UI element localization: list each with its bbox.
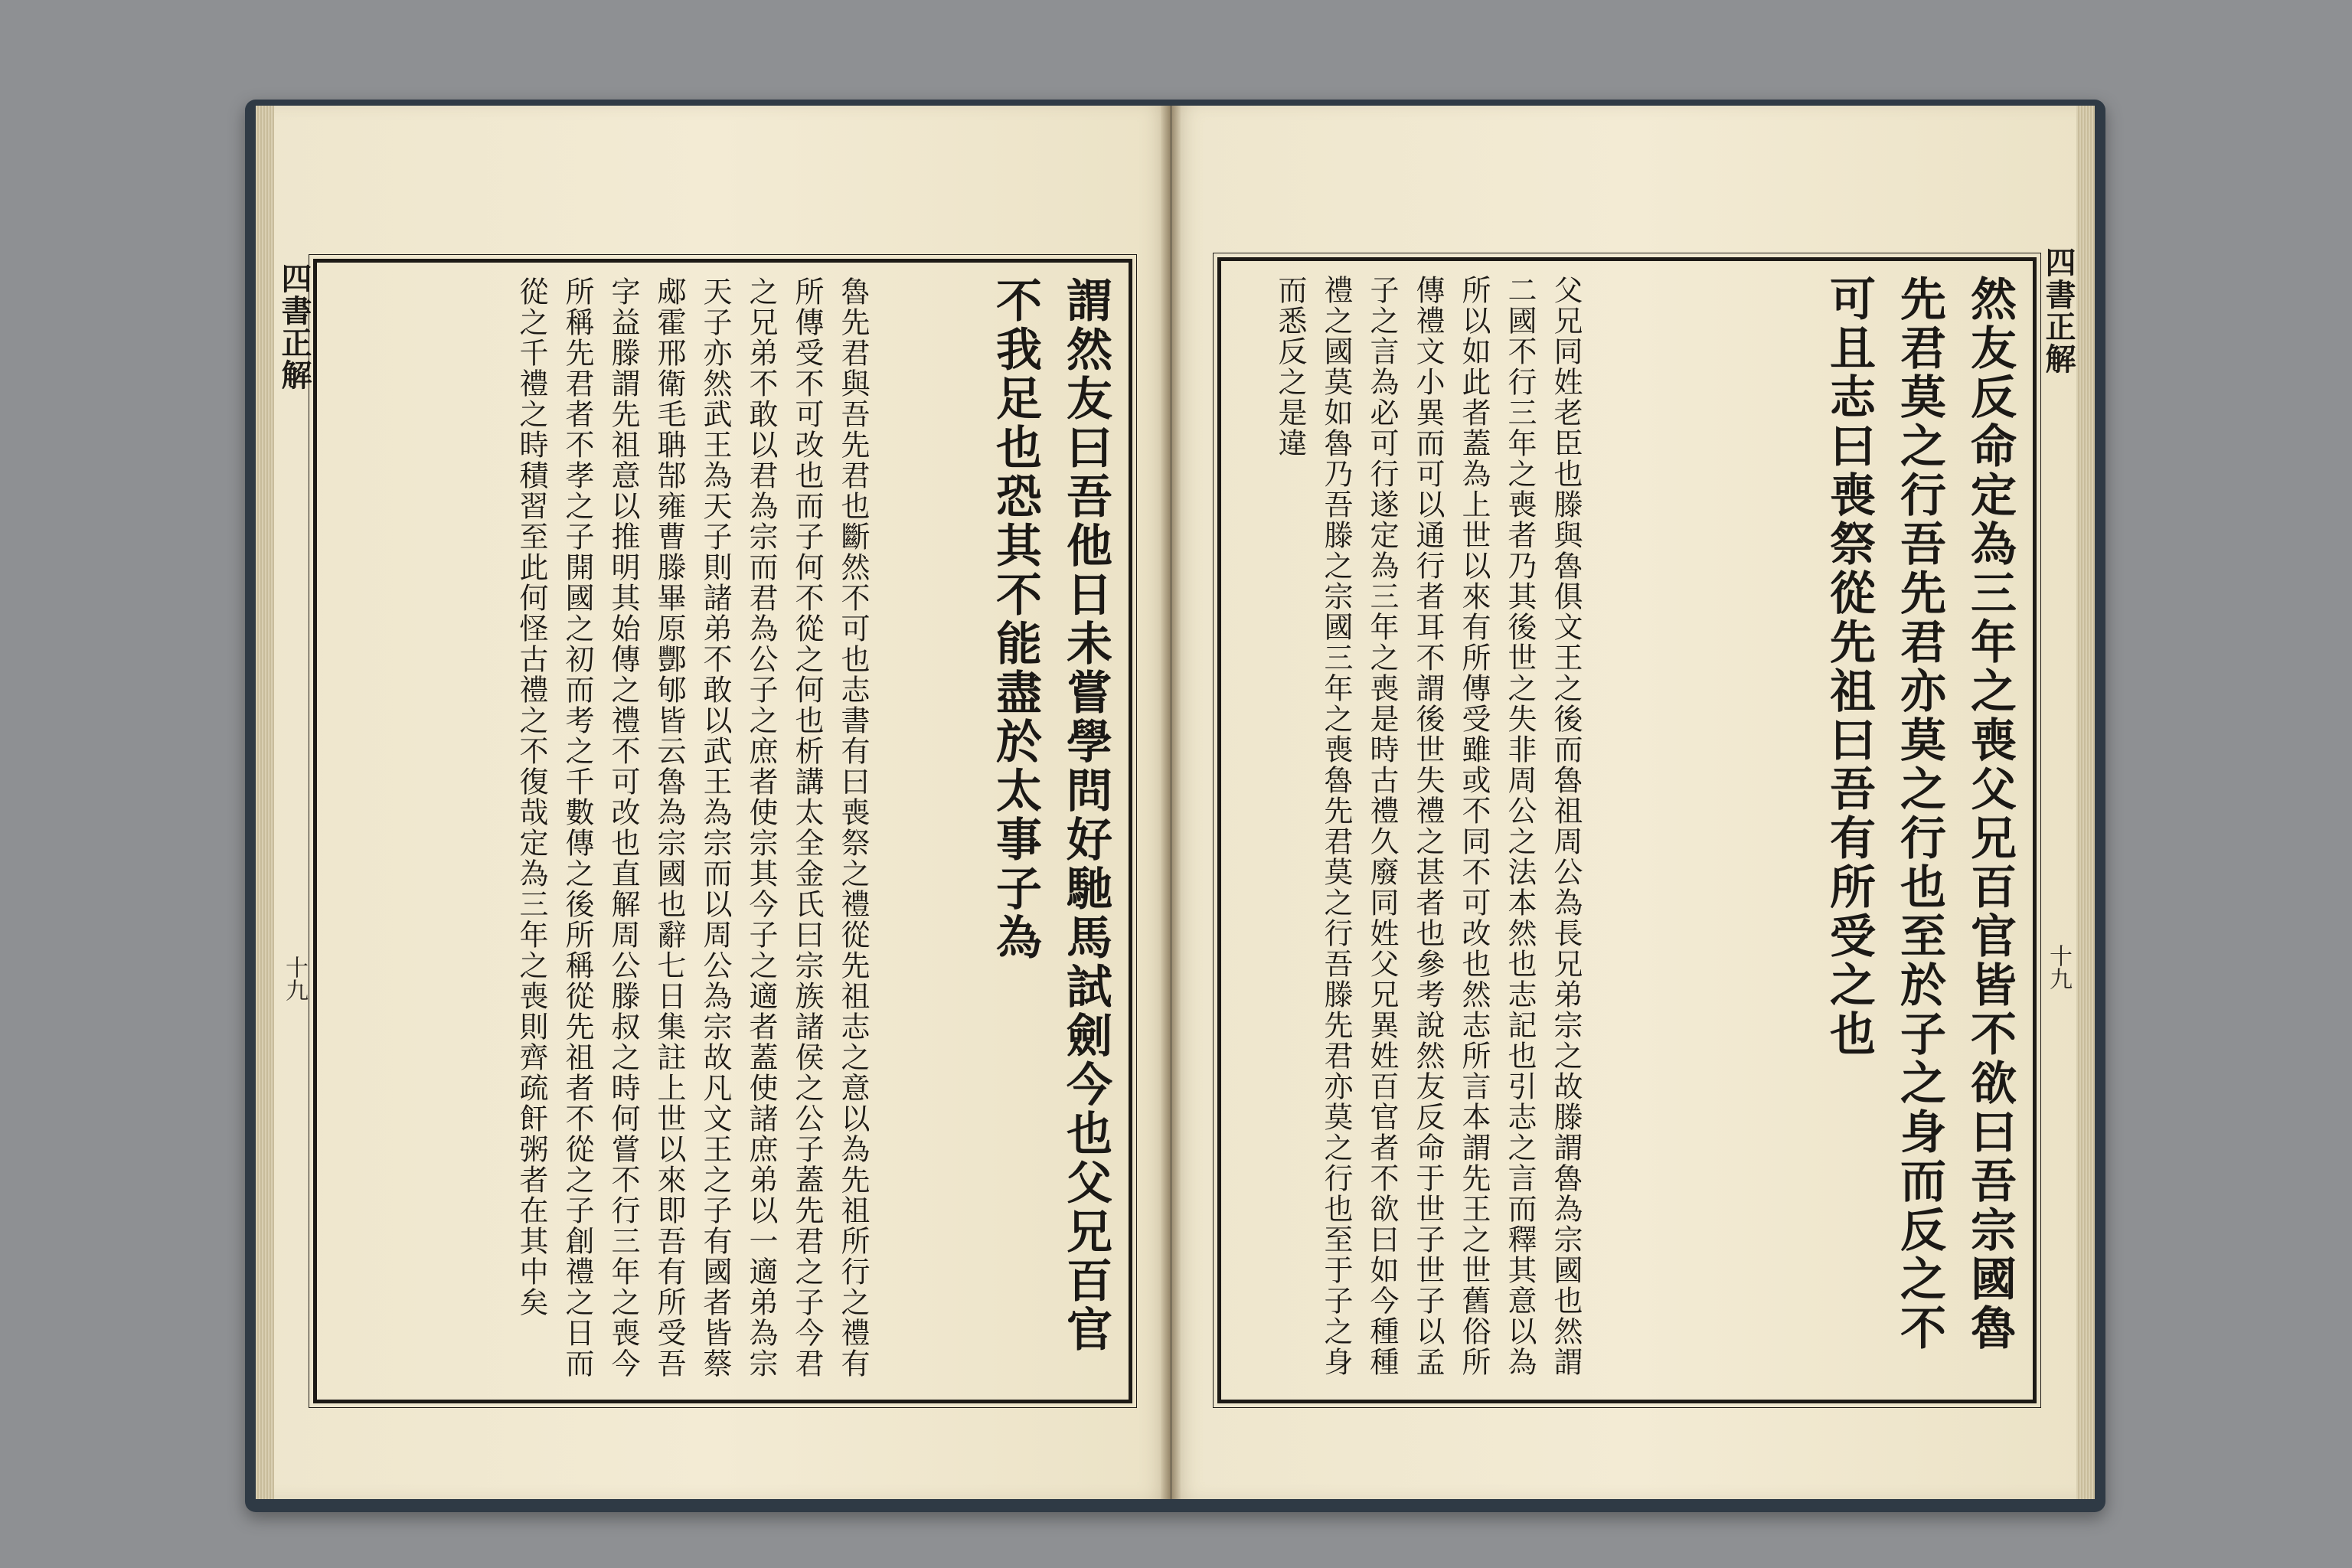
right-page-edges	[2076, 106, 2095, 1499]
left-page	[256, 106, 1171, 1499]
left-margin-title: 四書正解	[276, 263, 312, 391]
right-text-frame	[1217, 257, 2037, 1403]
left-folio: 十九	[281, 956, 308, 1001]
left-text-frame	[313, 259, 1132, 1403]
left-commentary-text: 魯先君與吾先君也斷然不可也志書有曰喪祭之禮從先祖志之意以為先祖所行之禮有所傳受不可改也而子何不從之何也析講太全金氏曰宗族諸侯之公子蓋先君之子今君之兄弟不敢以君為宗而君為公子之庶者使宗其今子之適者蓋使諸庶弟以一適弟為宗天子亦然武王為天子則諸弟不敢以武王為宗而以周公為宗故凡文王之子有國者皆蔡郕霍邢衛毛聃郜雍曹滕畢原酆郇皆云魯為宗國也辭七日集註上世以來即吾有所受吾字益滕謂先祖意以推明其始傳之禮不可改也直解周公滕叔之時何嘗不行三年之喪今所稱先君者不孝之子開國之初而考之千數傳之後所稱從先祖者不從之子創禮之日而從之千禮之時積習至此何怪古禮之不復哉定為三年之喪則齊疏飦粥者在其中矣	[514, 276, 870, 1379]
right-commentary-text: 父兄同姓老臣也滕與魯俱文王之後而魯祖周公為長兄弟宗之故滕謂魯為宗國也然謂二國不行三年之喪者乃其後世之失非周公之法本然也志記也引志之言而釋其意以為所以如此者蓋為上世以來有所傳受雖或不同不可改也然志所言本謂先王之世舊俗所傳禮文小異而可以通行者耳不謂後世失禮之甚者也參考說然友反命于世子世子以孟子之言為必可行遂定為三年之喪是時古禮久廢同姓父兄異姓百官者不欲曰如今種種禮之國莫如魯乃吾滕之宗國三年之喪魯先君莫之行吾滕先君亦莫之行也至于子之身而悉反之是違	[1273, 275, 1583, 1377]
book-gutter	[1161, 106, 1181, 1499]
left-main-text: 謂然友曰吾他日未嘗學問好馳馬試劍今也父兄百官不我足也恐其不能盡於太事子為	[988, 276, 1112, 1354]
right-page	[1171, 106, 2095, 1499]
right-margin-title: 四書正解	[2040, 247, 2076, 375]
right-main-text: 然友反命定為三年之喪父兄百官皆不欲曰吾宗國魯先君莫之行吾先君亦莫之行也至於子之身而反之不可且志曰喪祭從先祖曰吾有所受之也	[1822, 275, 2017, 1353]
left-page-edges	[256, 106, 274, 1499]
open-book	[245, 92, 2105, 1516]
right-folio: 十九	[2045, 944, 2072, 990]
